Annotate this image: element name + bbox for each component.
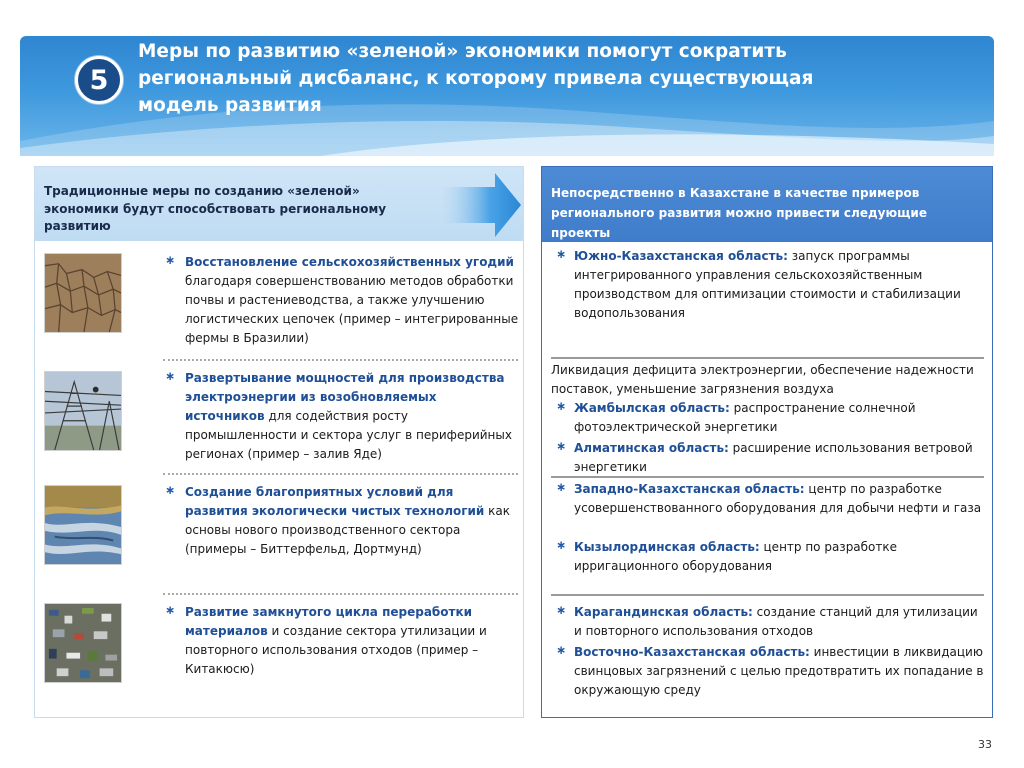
left-panel-header	[35, 167, 523, 241]
bullet-icon: ∗	[556, 439, 567, 453]
region-text: создание станций для утилизации и повторного использования отходов	[574, 605, 978, 638]
region-name: Южно-Казахстанская область:	[574, 249, 788, 263]
block-intro-text: Ликвидация дефицита электроэнергии, обеспечение надежности поставок, уменьшение загрязнения воздуха	[551, 363, 974, 396]
region-name: Жамбылская область:	[574, 401, 730, 415]
left-panel	[34, 166, 524, 718]
left-header-text: Традиционные меры по созданию «зеленой» экономики будут способствовать региональному развитию	[44, 184, 387, 233]
bullet-icon: ∗	[556, 603, 567, 617]
region-text: распространение солнечной фотоэлектрической энергетики	[574, 401, 916, 434]
left-item-text	[185, 603, 519, 679]
bullet-icon: ∗	[165, 483, 176, 497]
region-name: Кызылординская область:	[574, 540, 760, 554]
region-name: Восточно-Казахстанская область:	[574, 645, 810, 659]
bullet-icon: ∗	[165, 253, 176, 267]
dotted-divider	[163, 473, 518, 475]
cracked-earth-image	[44, 253, 122, 333]
divider	[551, 357, 984, 359]
polluted-water-image	[44, 485, 122, 565]
right-item-text	[574, 399, 984, 437]
bullet-icon: ∗	[556, 538, 567, 552]
right-header-text: Непосредственно в Казахстане в качестве примеров регионального развития можно привести следующие проекты	[551, 186, 927, 240]
right-item-text	[574, 439, 984, 477]
slide-number-badge: 5	[75, 56, 123, 104]
right-item-text	[574, 480, 984, 518]
divider	[551, 476, 984, 478]
dotted-divider	[163, 359, 518, 361]
region-text: запуск программы интегрированного управления сельскохозяйственным производством для оптимизации стоимости и стабилизации водопользования	[574, 249, 961, 320]
region-name: Карагандинская область:	[574, 605, 753, 619]
bullet-icon: ∗	[165, 603, 176, 617]
divider	[551, 594, 984, 596]
right-item-text	[574, 538, 984, 576]
left-item-text	[185, 369, 519, 464]
bullet-icon: ∗	[556, 399, 567, 413]
region-text: инвестиции в ликвидацию свинцовых загрязнений с целью предотвратить их попадание в окружающую среду	[574, 645, 984, 697]
left-item-text	[185, 253, 519, 348]
right-item-text	[574, 247, 984, 323]
left-item-text	[185, 483, 519, 559]
item-body: благодаря совершенствованию методов обработки почвы и растениеводства, а также улучшению логистических цепочек (пример – интегрированные фермы в Бразилии)	[185, 274, 519, 345]
region-name: Западно-Казахстанская область:	[574, 482, 805, 496]
item-body: для содействия росту промышленности и сектора услуг в периферийных регионах (пример – залив Яде)	[185, 409, 512, 461]
right-item-text	[574, 643, 984, 700]
right-item-text	[574, 603, 984, 641]
right-panel	[541, 166, 993, 718]
region-text: расширение использования ветровой энергетики	[574, 441, 973, 474]
region-text: центр по разработке ирригационного оборудования	[574, 540, 898, 573]
bullet-icon: ∗	[556, 247, 567, 261]
bullet-icon: ∗	[556, 480, 567, 494]
item-body: и создание сектора утилизации и повторного использования отходов (пример – Китакюсю)	[185, 624, 487, 676]
right-arrow-icon	[443, 173, 521, 237]
item-highlight: Развитие замкнутого цикла переработки материалов	[185, 605, 473, 638]
item-highlight: Восстановление сельскохозяйственных угодий	[185, 255, 514, 269]
bullet-icon: ∗	[556, 643, 567, 657]
bullet-icon: ∗	[165, 369, 176, 383]
right-panel-header	[542, 167, 992, 242]
slide-title: Меры по развитию «зеленой» экономики помогут сократить региональный дисбаланс, к которому привела существующая модель развития	[138, 41, 814, 116]
power-tower-image	[44, 371, 122, 451]
region-text: центр по разработке усовершенствованного оборудования для добычи нефти и газа	[574, 482, 982, 515]
item-highlight: Создание благоприятных условий для развития экологически чистых технологий	[185, 485, 485, 518]
dotted-divider	[163, 593, 518, 595]
item-body: как основы нового производственного сектора (примеры – Биттерфельд, Дортмунд)	[185, 504, 510, 556]
page-number: 33	[978, 738, 992, 751]
item-highlight: Развертывание мощностей для производства электроэнергии из возобновляемых источников	[185, 371, 505, 423]
region-name: Алматинская область:	[574, 441, 729, 455]
landfill-waste-image	[44, 603, 122, 683]
